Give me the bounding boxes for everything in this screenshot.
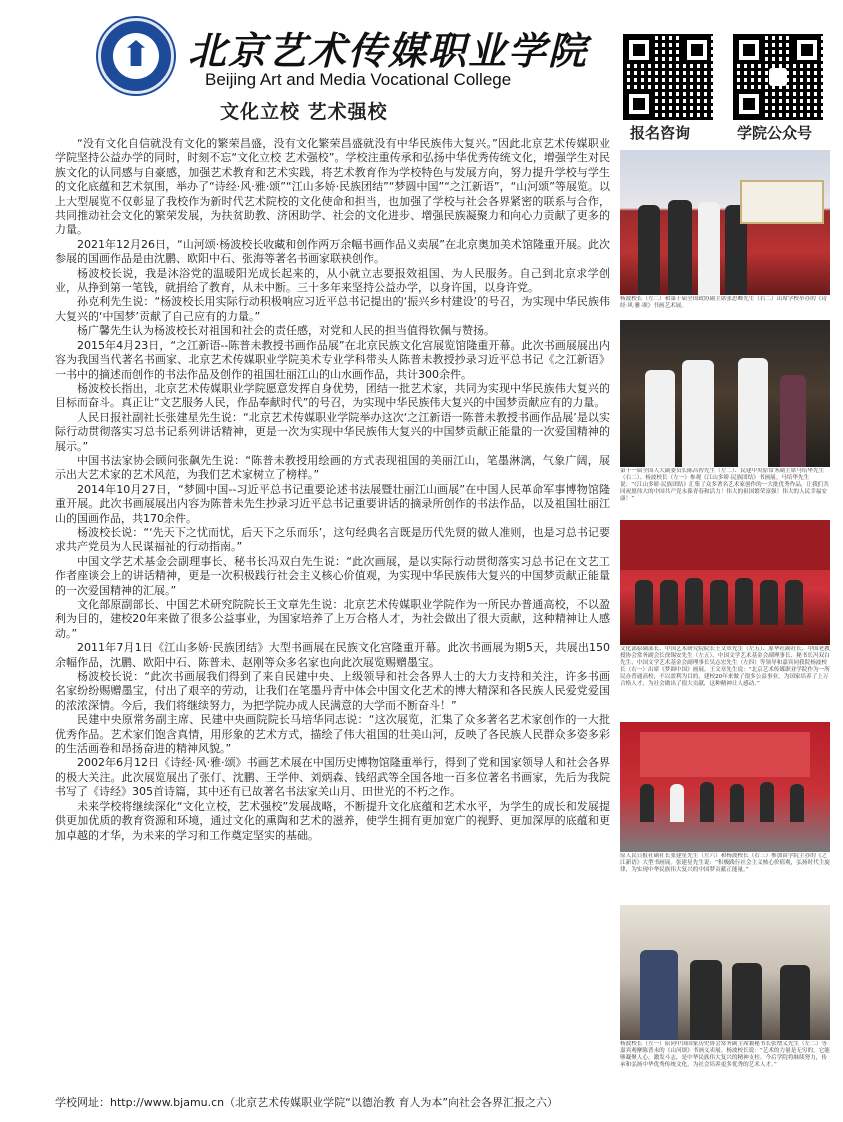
paragraph: 2002年6月12日《诗经·风·雅·颂》书画艺术展在中国历史博物馆隆重举行，得到了党和国家领导人和社会各界的极大关注。此次展览展出了张仃、沈鹏、王学仲、刘炳森、钱绍武等全国各地一百多位著名书画家，先后为我院书写了《诗经》305首诗篇，其中还有已故著名书法家关山月、田世光的不朽之作。 bbox=[55, 756, 610, 799]
paragraph: 杨广馨先生认为杨波校长对祖国和社会的责任感，对党和人民的担当值得钦佩与赞扬。 bbox=[77, 324, 495, 338]
paragraph: 杨波校长说：“此次书画展我们得到了来自民建中央、上级领导和社会各界人士的大力支持和关注，许多书画名家纷纷赐赠墨宝，付出了艰辛的劳动，让我们在笔墨丹青中体会中国文化艺术的博大精深和各民族人民爱党爱国的浓浓深情。今后，我们将继续努力，为把学院办成人民满意的大学而不断奋斗！” bbox=[55, 670, 610, 712]
paragraph: 未来学校将继续深化“文化立校，艺术强校”发展战略，不断提升文化底蕴和艺术水平，为学生的成长和发展提供更加优质的教育资源和环境，通过文化的熏陶和艺术的滋养，使学生拥有更加宽广的视野、更加深厚的底蕴和更加卓越的才华，为未来的学习和工作奠定坚实的基础。 bbox=[55, 799, 610, 842]
paragraph: 民建中央原常务副主席、民建中央画院院长马培华同志说：“这次展览，汇集了众多著名艺术家创作的一大批优秀作品。艺术家们饱含真情，用形象的艺术方式，描绘了伟大祖国的壮美山河，反映了各民族人民群众多姿多彩的生活画卷和昂扬奋进的精神风貌。” bbox=[55, 713, 610, 756]
qr-logo-icon bbox=[769, 68, 787, 86]
college-calligraphy-name: 北京艺术传媒职业学院 bbox=[188, 28, 589, 73]
qr-label-registration: 报名咨询 bbox=[630, 124, 691, 142]
photo-ethnic-unity-exhibition bbox=[620, 320, 830, 467]
article-body bbox=[55, 137, 610, 843]
paragraph: 中国书法家协会顾问张飙先生说：“陈普未教授用绘画的方式表现祖国的美丽江山，笔墨淋漓，气象广阔，展示出大艺术家的艺术风范，为我们艺术家树立了榜样。” bbox=[55, 453, 610, 482]
paragraph: 中国文学艺术基金会副理事长、秘书长冯双白先生说：“此次画展，是以实际行动贯彻落实习总书记在文艺工作者座谈会上的讲话精神，更是一次积极践行社会主义核心价值观，为实现中华民族伟大复兴的中国梦贡献正能量的一次爱国精神的汇展。” bbox=[55, 554, 610, 597]
qr-label-wechat: 学院公众号 bbox=[737, 124, 813, 142]
paragraph: 2011年7月1日《江山多娇·民族团结》大型书画展在民族文化宫隆重开幕。此次书画展为期5天，共展出150余幅作品，沈鹏、欧阳中石、陈普未、赵刚等众多名家也向此次展览赐赠墨宝。 bbox=[55, 641, 610, 669]
paragraph: 杨波校长说，我是沐浴党的温暖阳光成长起来的，从小就立志要报效祖国、为人民服务。自己到北京求学创业，从挣到第一笔钱，就捐给了教育，从未中断。三十多年来坚持公益办学，以身许国，以身许党。 bbox=[55, 266, 610, 295]
paragraph: 孙克利先生说：“杨波校长用实际行动积极响应习近平总书记提出的‘振兴乡村建设’的号召，为实现中华民族伟大复兴的‘中国梦’贡献了自己应有的力量。” bbox=[55, 295, 610, 323]
paragraph: 杨波校长指出，北京艺术传媒职业学院愿意发挥自身优势，团结一批艺术家，共同为实现中华民族伟大复兴的目标而奋斗。真正让“文艺服务人民，作品奉献时代”的号召，为实现中华民族伟大复兴的中国梦贡献应有的力量。 bbox=[55, 381, 610, 410]
registration-qr-code[interactable] bbox=[623, 34, 713, 120]
paragraph: 2015年4月23日，“之江新语--陈普未教授书画作品展”在北京民族文化宫展览馆隆重开幕。此次书画展展出内容为我国当代著名书画家、北京艺术传媒职业学院美术专业学科带头人陈普未教授抄录习近平总书记《之江新语》一书中的摘述而创作的书法作品及创作的祖国壮丽江山的山水画作品，共计300余件。 bbox=[55, 338, 610, 381]
photo-caption: 文化部原副部长、中国艺术研究院院长王文章先生（左五）、原华社副社长、中国老教授协会常务副会长徐锡安先生（左五）、中国文学艺术基金会副理事长、秘书长冯双白先生、中国文学艺术基金会副理事长吴志宏先生（左四）等领导和嘉宾同我院杨波校长（右一）出席《梦圆中国》画展。王文章先生说：“北京艺术传媒职业学院作为一所民办普通高校，不以盈利为目的，建校20年来做了很多公益事业，为国家培养了上万合格人才，为社会做出了很大贡献，这种精神让人感动。” bbox=[620, 646, 830, 687]
paragraph: 杨波校长说：“‘先天下之忧而忧，后天下之乐而乐’，这句经典名言既是历代先贤的做人准则，也是习总书记要求共产党员为人民谋福祉的行动指南。” bbox=[55, 525, 610, 554]
paragraph: 文化部原副部长、中国艺术研究院院长王文章先生说：北京艺术传媒职业学院作为一所民办普通高校，不以盈利为目的，建校20年来做了很多公益事业，为国家培养了上万合格人才，为社会做出了很大贡献，这种精神让人感动。” bbox=[55, 598, 610, 640]
photo-exhibition-opening bbox=[620, 150, 830, 295]
photo-caption: 第十一届全国人大副委员长陈昌智先生（左二）、民建中央原常务副主席马培华先生（右二）、杨波校长（左一）参观《江山多娇·民族团结》书画展。马培华先生说：“《江山多娇·民族团结》汇集了众多著名艺术家创作的一大批优秀作品，让我们共同祝愿伟大的中国共产党永葆青春和活力！伟大的祖国繁荣富强！伟大的人民幸福安康！” bbox=[620, 468, 829, 502]
paragraph: “没有文化自信就没有文化的繁荣昌盛，没有文化繁荣昌盛就没有中华民族伟大复兴。”因此北京艺术传媒职业学院坚持公益办学的同时，时刻不忘“文化立校 艺术强校”。学校注重传承和弘扬中华优秀传统文化，增强学生对民族文化的认同感与自豪感，加强艺术教育和艺术实践，将艺术教育作为学校特色与发展方向，努力提升学校与学生的文化底蕴和艺术氛围，举办了“诗经·风·雅·颂”“江山多娇·民族团结”“梦圆中国”“之江新语”，“山河颂”等展览。以上大型展览不仅彰显了我校作为新时代艺术院校的文化使命和担当，也加强了学校与社会各界紧密的联系与合作，共同推动社会文化的繁荣发展，为扶贫助教、济困助学、社会的文化进步、增强民族凝聚力和向心力贡献了更多的力量。 bbox=[55, 137, 610, 237]
paragraph: 2014年10月27日，“梦圆中国--习近平总书记重要论述书法展暨壮丽江山画展”在中国人民革命军事博物馆隆重开展。此次书画展展出内容为陈普未先生抄录习近平总书记重要讲话的摘录所创作的书法作品，以及祖国壮丽江山的国画作品，共170余件。 bbox=[55, 482, 610, 525]
footer-website: 学校网址：http://www.bjamu.cn（北京艺术传媒职业学院“以德治教 育人为本”向社会各界汇报之六） bbox=[55, 1096, 559, 1109]
photo-caption: 杨波校长（左二）和第十届全国政协副主席张思卿先生（右二）出席学校举办的《诗经·风·雅·颂》书画艺术展。 bbox=[620, 296, 827, 309]
college-logo bbox=[98, 18, 174, 94]
photo-dream-china-exhibition bbox=[620, 520, 830, 645]
paragraph: 人民日报社副社长张建星先生说：“北京艺术传媒职业学院举办这次‘之江新语一陈普未教授书画作品展’是以实际行动贯彻落实习总书记系列讲话精神，更是一次为实现中华民族伟大复兴的中国梦贡献正能量的一次爱国精神的展示。” bbox=[55, 410, 610, 453]
paragraph: 2021年12月26日，“山河颂·杨波校长收藏和创作两万余幅书画作品义卖展”在北京奥加美术馆隆重开展。此次参展的国画作品是由沈鹏、欧阳中石、张海等著名书画家联袂创作。 bbox=[55, 237, 610, 266]
wechat-account-qr-code[interactable] bbox=[733, 34, 823, 120]
photo-zhijiang-exhibition bbox=[620, 722, 830, 852]
photo-shanhesong-exhibition bbox=[620, 905, 830, 1040]
college-english-name: Beijing Art and Media Vocational College bbox=[205, 70, 512, 89]
photo-caption: 杨波校长（左一）陪同中国国家历史协会常务副主席兼秘书长张增义先生（左二）等嘉宾观摩陈普未的《山河颂》书画义卖展。杨波校长说：“艺术的力量是无穷的，它能够凝聚人心，激发斗志，是中华民族伟大复兴的精神支柱。今后学院将继续努力，传承和弘扬中华优秀传统文化，为社会培养更多优秀的艺术人才。” bbox=[620, 1041, 830, 1068]
photo-caption: 原人民日报社副社长张建星先生（左六）和杨波校长（右三）参加由学院主办的《之江新语》大型书画展。张建星先生说：“积极践行社会主义核心价值观，弘扬时代主旋律，为实现中华民族伟大复兴的中国梦贡献正能量。” bbox=[620, 853, 830, 873]
page-headline: 文化立校 艺术强校 bbox=[220, 101, 388, 123]
